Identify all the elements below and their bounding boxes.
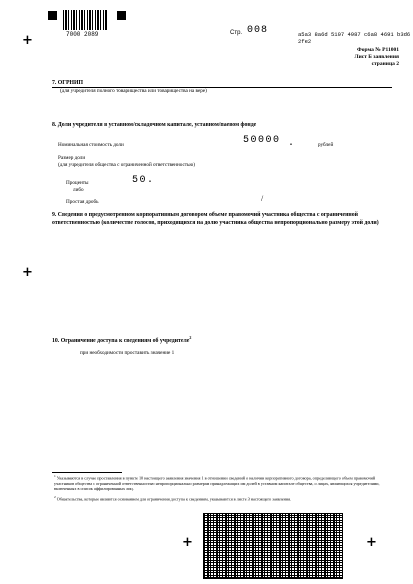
page-number: 008 xyxy=(247,25,269,36)
section10-instruction: при необходимости проставить значение 1 xyxy=(80,350,175,356)
page-caption: страница 2 xyxy=(371,61,399,67)
footnote-2-text: Обязательства, которые являются основанием для ограничения доступа к сведениям, указываются в листе З настоящего заявления. xyxy=(56,496,292,502)
registration-cross-bottom-right: + xyxy=(366,535,377,550)
page-label: Стр. xyxy=(230,30,243,36)
or-label: либо xyxy=(73,187,84,193)
section10-title xyxy=(52,334,191,345)
footnote-2-marker: 2 xyxy=(54,495,56,499)
section7-note: (для учредителя полного товарищества или товарищества на вере) xyxy=(60,88,207,94)
footnote-1 xyxy=(54,474,394,491)
footnote-1-marker: 1 xyxy=(54,474,56,478)
form-header xyxy=(279,47,399,68)
corner-square-top-left xyxy=(48,11,57,20)
share-size-label: Размер доли xyxy=(58,155,86,161)
percent-value: 50. xyxy=(132,175,155,186)
section10-footnote-ref: 2 xyxy=(189,335,192,340)
document-hash: a5a3 8a6d 5107 4987 c6a8 4691 b3d6 2fe2 xyxy=(298,31,411,45)
currency-label: рублей xyxy=(318,142,334,148)
nominal-label: Номинальная стоимость доли xyxy=(58,142,124,148)
top-barcode xyxy=(63,10,107,30)
fraction-separator: / xyxy=(261,194,264,203)
form-number: Форма № Р11001 xyxy=(357,47,399,53)
registration-cross-mid-left: + xyxy=(22,265,33,280)
nominal-value: 50000 xyxy=(243,135,281,146)
section8-title: 8. Доли учредителя в уставном/складочном капитале, уставном/паевом фонде xyxy=(52,122,257,128)
sheet-label: Лист Б заявления xyxy=(354,54,399,60)
section10-title-text: 10. Ограничение доступа к сведениям об учредителе xyxy=(52,337,190,344)
footnote-1-text: Указываются в случае проставления в пункте 10 настоящего заявления значения 1 в отношении сведений о наличии корпоративного договора, определяющего объем правомочий участников общества с ограниченной ответственностью непропорционально размерам принадлежащих им долей в уставном капитале общества, о лицах, являющихся учредителями, включенных в список аффилированных лиц. xyxy=(54,475,380,491)
section7-title: 7. ОГРНИП xyxy=(52,80,84,86)
fraction-label: Простая дробь xyxy=(66,199,99,205)
registration-cross-top-left: + xyxy=(22,33,33,48)
nominal-decimal: . xyxy=(288,138,296,149)
bottom-2d-barcode xyxy=(203,513,343,579)
footnote-2 xyxy=(54,495,394,502)
percent-label: Проценты xyxy=(66,180,89,186)
registration-cross-bottom-left: + xyxy=(182,535,193,550)
barcode-number: 7000 2089 xyxy=(66,31,99,38)
footnote-separator xyxy=(52,472,122,473)
corner-square-top-right xyxy=(117,11,126,20)
section9-title: 9. Сведения о предусмотренном корпоративным договором объеме правомочий участника общества с ограниченной ответственностью (количестве голосов, приходящихся на долю участника общества непропорционально размеру этой доли) xyxy=(52,212,379,226)
share-size-note: (для учредителя общества с ограниченной ответственностью) xyxy=(58,162,195,168)
